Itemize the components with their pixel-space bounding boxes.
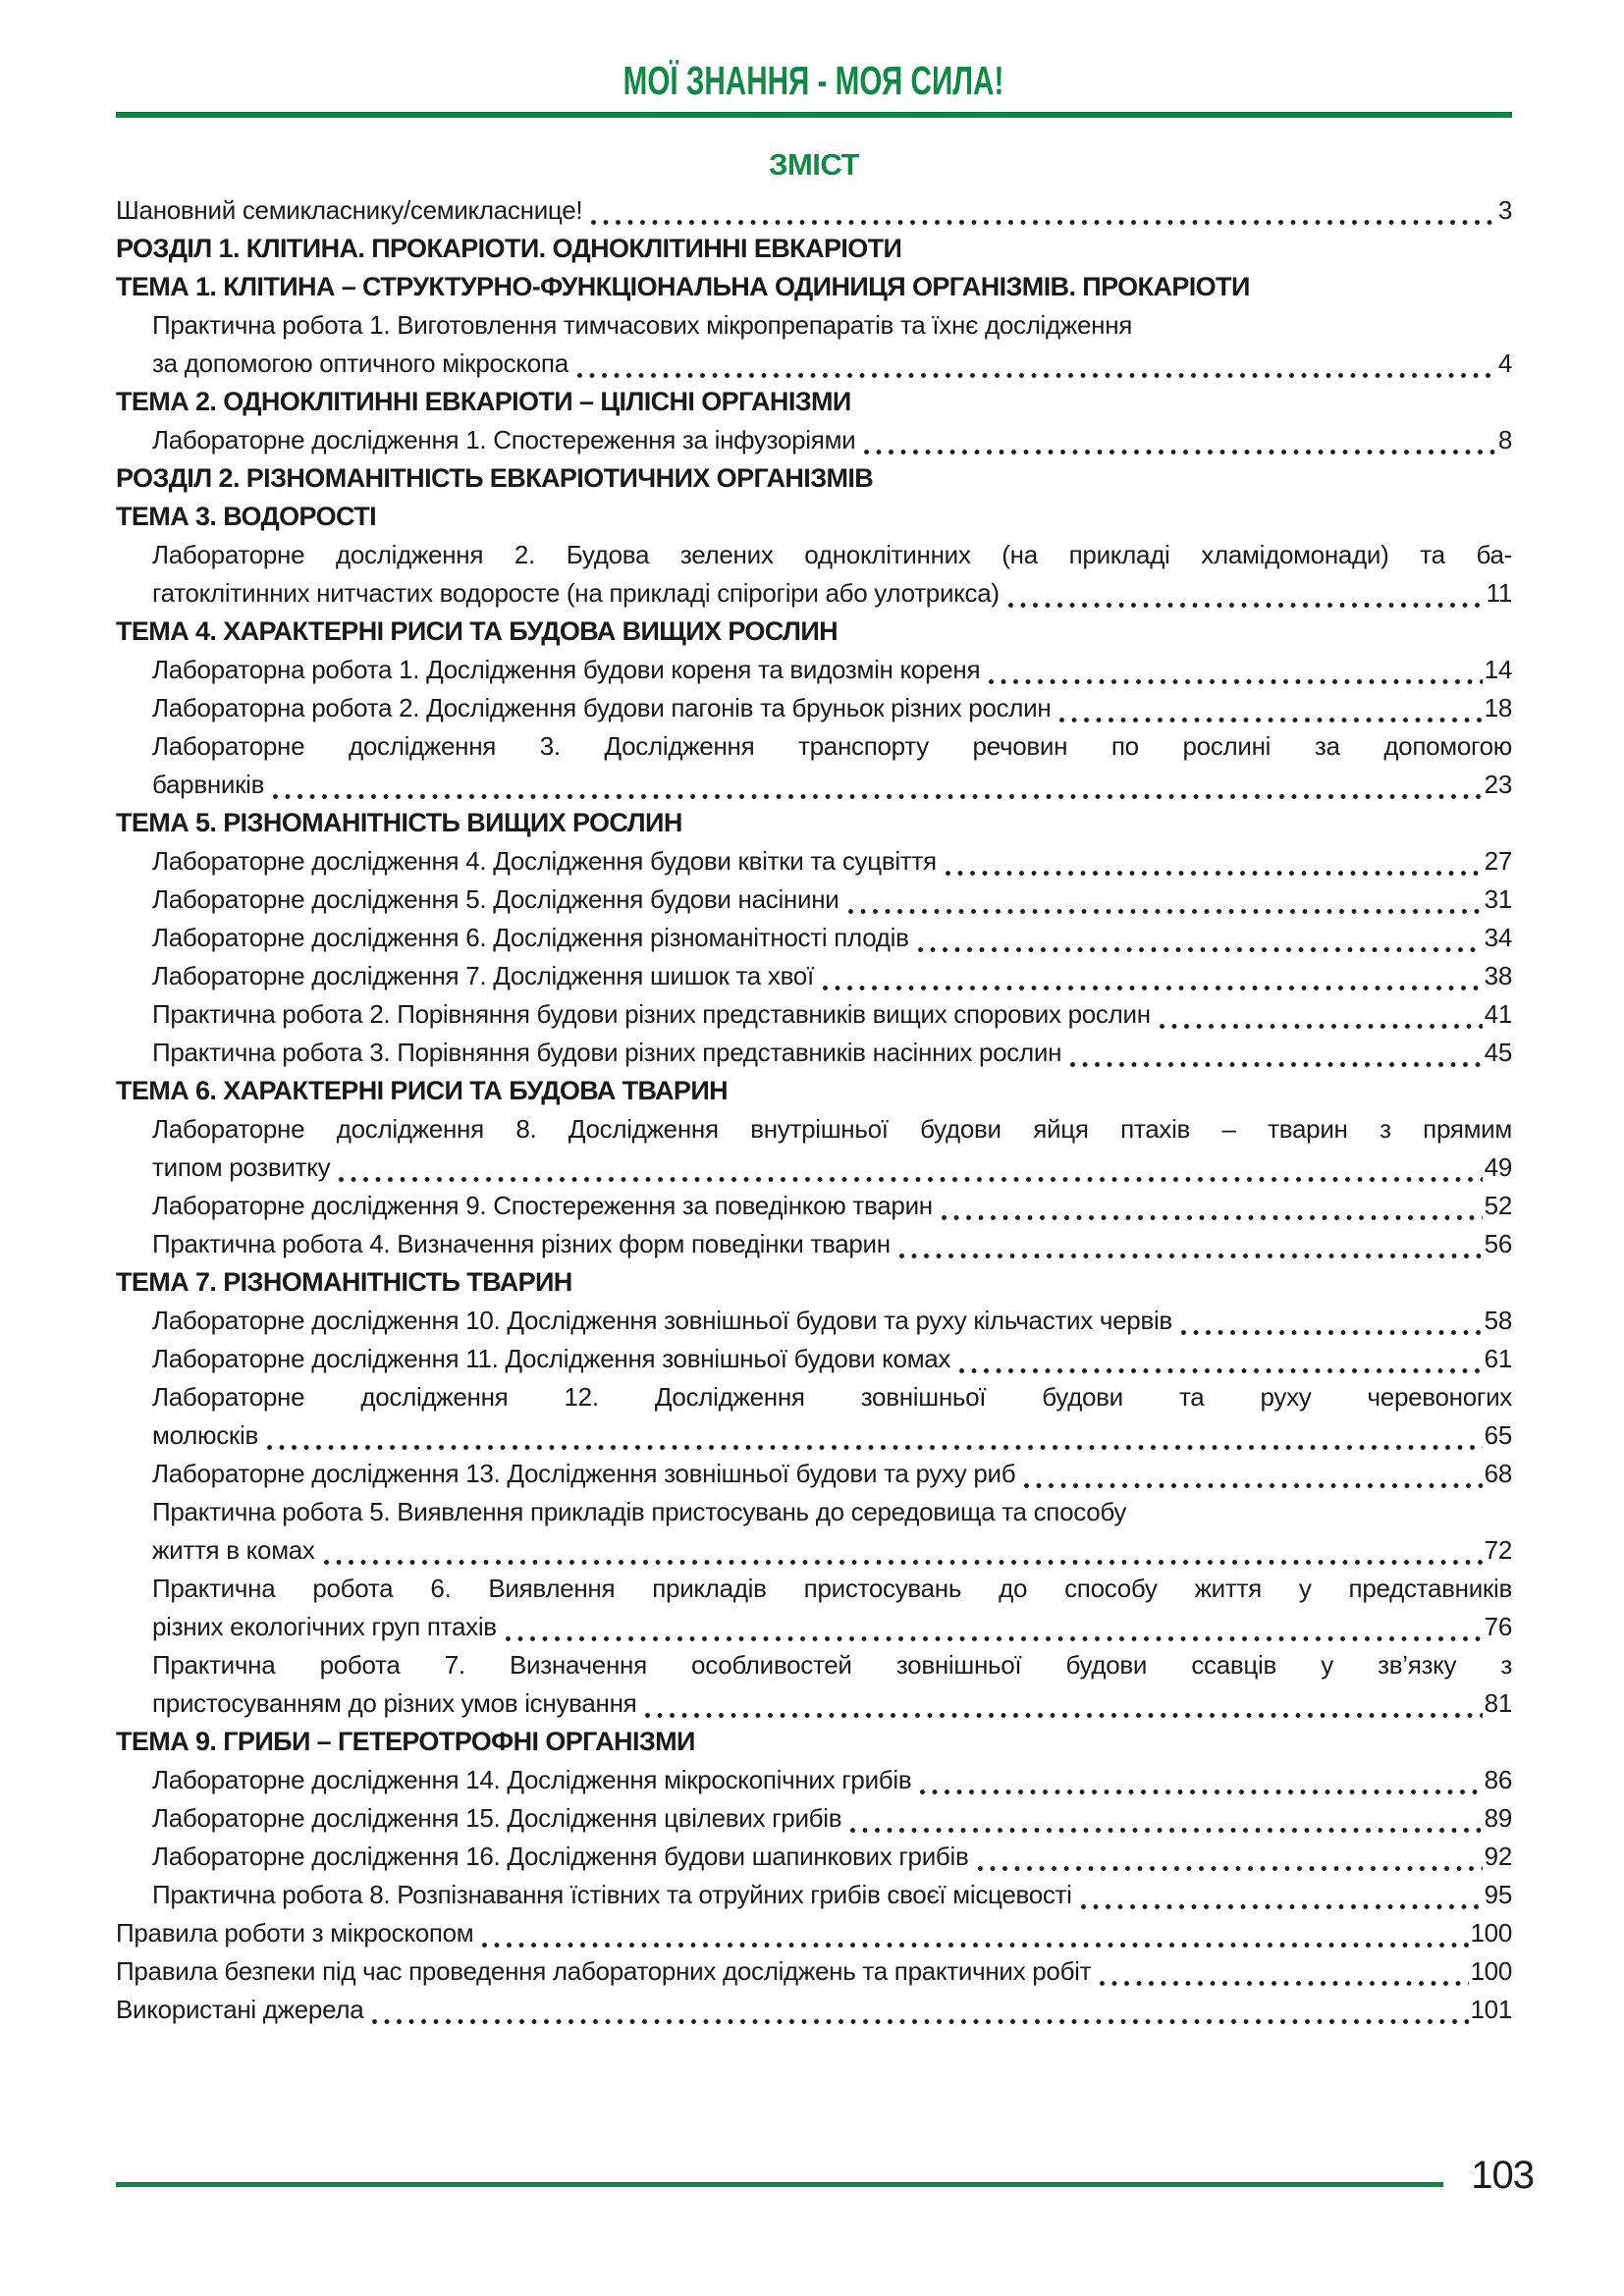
toc-page-number: 41: [1484, 999, 1512, 1029]
toc-page-number: 56: [1484, 1229, 1512, 1258]
toc-entry-text: ТЕМА 2. ОДНОКЛІТИННІ ЕВКАРІОТИ – ЦІЛІСНІ ОРГАНІЗМИ: [116, 387, 851, 416]
dot-leader: [1100, 1980, 1468, 1987]
toc-entry-text: Лабораторне дослідження 7. Дослідження шишок та хвої: [152, 961, 814, 990]
toc-row: [116, 1688, 1512, 1727]
toc-entry-text: барвників: [152, 770, 265, 799]
toc-entry-text: гатоклітинних нитчастих водоросте (на прикладі спірогіри або улотрикса): [152, 578, 1000, 608]
toc-entry-text: ТЕМА 5. РІЗНОМАНІТНІСТЬ ВИЩИХ РОСЛИН: [116, 808, 682, 837]
dot-leader: [1070, 1061, 1483, 1068]
toc-row: [116, 1650, 1512, 1688]
toc-entry-text: Шановний семикласнику/семикласнице!: [116, 195, 583, 225]
toc-entry-text: Лабораторне дослідження 16. Дослідження будови шапинкових грибів: [152, 1842, 969, 1871]
dot-leader: [918, 946, 1483, 953]
toc-row: [116, 1918, 1512, 1956]
toc-page-number: 38: [1484, 961, 1512, 990]
dot-leader: [1024, 1482, 1482, 1489]
dot-leader: [1160, 1023, 1483, 1030]
header-rule: [116, 112, 1512, 118]
toc-entry-text: Практична робота 3. Порівняння будови різних представників насінних рослин: [152, 1038, 1062, 1067]
toc-entry-text: Лабораторна робота 2. Дослідження будови пагонів та бруньок різних рослин: [152, 693, 1052, 722]
toc-row: [116, 310, 1512, 348]
toc-row: [116, 999, 1512, 1038]
toc-row: [116, 1038, 1512, 1076]
toc-entry-text: Використані джерела: [116, 1995, 364, 2024]
toc-entry-text: ТЕМА 4. ХАРАКТЕРНІ РИСИ ТА БУДОВА ВИЩИХ РОСЛИН: [116, 616, 839, 646]
toc-page-number: 14: [1484, 655, 1512, 684]
toc-page-number: 100: [1470, 1956, 1512, 1986]
toc-row: [116, 1267, 1512, 1306]
toc-row: [116, 540, 1512, 578]
toc-entry-text: Практична робота 8. Розпізнавання їстівних та отруйних грибів своєї місцевості: [152, 1880, 1072, 1909]
toc-row: [116, 1727, 1512, 1765]
dot-leader: [267, 1444, 1483, 1451]
dot-leader: [920, 1789, 1482, 1795]
toc-row: [116, 731, 1512, 770]
toc-entry-text: Лабораторне дослідження 6. Дослідження різноманітності плодів: [152, 923, 909, 952]
toc-page-number: 89: [1484, 1803, 1512, 1833]
toc-entry-text: Лабораторне дослідження 2. Будова зелених одноклітинних (на прикладі хламідомонади) та ба-: [152, 540, 1512, 569]
toc-entry-text: ТЕМА 3. ВОДОРОСТІ: [116, 502, 376, 531]
toc-entry-text: ТЕМА 9. ГРИБИ – ГЕТЕРОТРОФНІ ОРГАНІЗМИ: [116, 1727, 695, 1756]
dot-leader: [324, 1559, 1483, 1566]
toc-page-number: 8: [1497, 425, 1512, 454]
dot-leader: [577, 372, 1496, 379]
dot-leader: [1059, 717, 1482, 723]
toc-entry-text: за допомогою оптичного мікроскопа: [152, 348, 568, 378]
toc-page-number: 45: [1484, 1038, 1512, 1067]
toc-page-number: 34: [1484, 923, 1512, 952]
toc-entry-text: ТЕМА 6. ХАРАКТЕРНІ РИСИ ТА БУДОВА ТВАРИН: [116, 1076, 729, 1105]
toc-entry-text: Лабораторна робота 1. Дослідження будови кореня та видозмін кореня: [152, 655, 981, 684]
dot-leader: [864, 449, 1495, 455]
toc-page-number: 23: [1484, 770, 1512, 799]
toc-entry-text: пристосуванням до різних умов існування: [152, 1688, 637, 1718]
toc-page-number: 49: [1484, 1152, 1512, 1182]
toc-page-number: 52: [1484, 1191, 1512, 1220]
toc-list: [116, 195, 1512, 2033]
toc-entry-text: Лабораторне дослідження 8. Дослідження внутрішньої будови яйця птахів – тварин з прямим: [152, 1114, 1512, 1144]
toc-row: [116, 1574, 1512, 1612]
toc-row: [116, 1842, 1512, 1880]
toc-row: [116, 1880, 1512, 1918]
toc-row: [116, 502, 1512, 540]
toc-row: [116, 1152, 1512, 1191]
toc-title: ЗМІСТ: [769, 147, 859, 182]
toc-row: [116, 1114, 1512, 1152]
toc-page-number: 72: [1484, 1535, 1512, 1565]
dot-leader: [1008, 602, 1485, 609]
toc-row: [116, 1420, 1512, 1459]
toc-page-number: 101: [1470, 1995, 1512, 2024]
toc-row: [116, 961, 1512, 999]
dot-leader: [1181, 1329, 1483, 1336]
toc-page-number: 4: [1497, 348, 1512, 378]
toc-entry-text: Лабораторне дослідження 9. Спостереження за поведінкою тварин: [152, 1191, 933, 1220]
footer-rule: [116, 2182, 1443, 2187]
toc-row: [116, 1497, 1512, 1535]
toc-entry-text: Практична робота 1. Виготовлення тимчасових мікропрепаратів та їхнє дослідження: [152, 310, 1133, 340]
footer-page-number: 103: [1471, 2154, 1534, 2197]
toc-entry-text: РОЗДІЛ 1. КЛІТИНА. ПРОКАРІОТИ. ОДНОКЛІТИННІ ЕВКАРІОТИ: [116, 234, 902, 263]
toc-entry-text: Лабораторне дослідження 4. Дослідження будови квітки та суцвіття: [152, 846, 937, 876]
toc-entry-text: РОЗДІЛ 2. РІЗНОМАНІТНІСТЬ ЕВКАРІОТИЧНИХ ОРГАНІЗМІВ: [116, 463, 874, 493]
toc-page-number: 81: [1484, 1688, 1512, 1718]
toc-row: [116, 770, 1512, 808]
toc-row: [116, 808, 1512, 846]
dot-leader: [989, 678, 1482, 685]
dot-leader: [339, 1176, 1482, 1183]
dot-leader: [372, 2018, 1468, 2025]
toc-row: [116, 1956, 1512, 1995]
dot-leader: [506, 1635, 1483, 1642]
toc-entry-text: Практична робота 6. Виявлення прикладів пристосувань до способу життя у представників: [152, 1574, 1512, 1603]
dot-leader: [482, 1942, 1468, 1949]
toc-row: [116, 923, 1512, 961]
toc-row: [116, 387, 1512, 425]
toc-entry-text: різних екологічних груп птахів: [152, 1612, 497, 1641]
dot-leader: [591, 219, 1496, 226]
toc-row: [116, 234, 1512, 272]
toc-page-number: 3: [1497, 195, 1512, 225]
toc-row: [116, 348, 1512, 387]
toc-entry-text: Практична робота 7. Визначення особливостей зовнішньої будови ссавців у зв’язку з: [152, 1650, 1512, 1680]
toc-entry-text: типом розвитку: [152, 1152, 331, 1182]
toc-row: [116, 1306, 1512, 1344]
toc-entry-text: Лабораторне дослідження 11. Дослідження зовнішньої будови комах: [152, 1344, 951, 1373]
toc-row: [116, 1344, 1512, 1382]
toc-row: [116, 616, 1512, 655]
toc-page-number: 68: [1484, 1459, 1512, 1488]
dot-leader: [942, 1214, 1483, 1221]
toc-row: [116, 195, 1512, 234]
toc-entry-text: молюсків: [152, 1420, 258, 1450]
dot-leader: [273, 793, 1482, 800]
dot-leader: [850, 1827, 1482, 1834]
toc-page-number: 100: [1470, 1918, 1512, 1948]
dot-leader: [899, 1253, 1483, 1259]
toc-row: [116, 1229, 1512, 1267]
toc-row: [116, 1535, 1512, 1574]
toc-page-number: 86: [1484, 1765, 1512, 1794]
toc-row: [116, 1382, 1512, 1420]
toc-row: [116, 693, 1512, 731]
toc-row: [116, 1612, 1512, 1650]
dot-leader: [978, 1865, 1483, 1872]
page-content: [0, 61, 1624, 2033]
dot-leader: [823, 985, 1483, 991]
toc-entry-text: Лабораторне дослідження 14. Дослідження мікроскопічних грибів: [152, 1765, 912, 1794]
toc-page-number: 92: [1484, 1842, 1512, 1871]
toc-page-number: 11: [1486, 578, 1512, 608]
toc-row: [116, 884, 1512, 923]
toc-page-number: 61: [1484, 1344, 1512, 1373]
dot-leader: [1081, 1903, 1483, 1910]
toc-row: [116, 272, 1512, 310]
toc-row: [116, 1459, 1512, 1497]
toc-entry-text: Лабораторне дослідження 12. Дослідження зовнішньої будови та руху черевоногих: [152, 1382, 1512, 1412]
toc-page-number: 95: [1484, 1880, 1512, 1909]
toc-page-number: 65: [1484, 1420, 1512, 1450]
toc-row: [116, 1191, 1512, 1229]
toc-row: [116, 655, 1512, 693]
toc-entry-text: Лабораторне дослідження 15. Дослідження цвілевих грибів: [152, 1803, 842, 1833]
toc-entry-text: ТЕМА 1. КЛІТИНА – СТРУКТУРНО-ФУНКЦІОНАЛЬНА ОДИНИЦЯ ОРГАНІЗМІВ. ПРОКАРІОТИ: [116, 272, 1250, 301]
toc-entry-text: Правила безпеки під час проведення лабораторних досліджень та практичних робіт: [116, 1956, 1092, 1986]
toc-entry-text: Практична робота 2. Порівняння будови різних представників вищих спорових рослин: [152, 999, 1151, 1029]
toc-entry-text: Практична робота 4. Визначення різних форм поведінки тварин: [152, 1229, 891, 1258]
header-motto: МОЇ ЗНАННЯ - МОЯ СИЛА!: [623, 59, 1004, 104]
toc-entry-text: життя в комах: [152, 1535, 315, 1565]
toc-entry-text: ТЕМА 7. РІЗНОМАНІТНІСТЬ ТВАРИН: [116, 1267, 572, 1297]
toc-row: [116, 1765, 1512, 1803]
dot-leader: [848, 908, 1483, 915]
toc-entry-text: Лабораторне дослідження 10. Дослідження зовнішньої будови та руху кільчастих червів: [152, 1306, 1172, 1335]
page-header: [116, 61, 1512, 104]
toc-page-number: 31: [1484, 884, 1512, 914]
toc-entry-text: Лабораторне дослідження 13. Дослідження зовнішньої будови та руху риб: [152, 1459, 1016, 1488]
toc-row: [116, 425, 1512, 463]
dot-leader: [946, 870, 1483, 877]
toc-entry-text: Лабораторне дослідження 5. Дослідження будови насінини: [152, 884, 839, 914]
toc-row: [116, 463, 1512, 502]
dot-leader: [645, 1712, 1482, 1719]
toc-page-number: 58: [1484, 1306, 1512, 1335]
toc-page-number: 27: [1484, 846, 1512, 876]
toc-row: [116, 578, 1512, 616]
toc-entry-text: Правила роботи з мікроскопом: [116, 1918, 474, 1948]
toc-entry-text: Лабораторне дослідження 3. Дослідження транспорту речовин по рослині за допомогою: [152, 731, 1512, 761]
toc-entry-text: Лабораторне дослідження 1. Спостереження за інфузоріями: [152, 425, 856, 454]
dot-leader: [959, 1367, 1483, 1374]
toc-row: [116, 1995, 1512, 2033]
toc-row: [116, 846, 1512, 884]
toc-row: [116, 1076, 1512, 1114]
toc-row: [116, 1803, 1512, 1842]
toc-page-number: 18: [1484, 693, 1512, 722]
toc-entry-text: Практична робота 5. Виявлення прикладів пристосувань до середовища та способу: [152, 1497, 1127, 1526]
toc-page-number: 76: [1484, 1612, 1512, 1641]
